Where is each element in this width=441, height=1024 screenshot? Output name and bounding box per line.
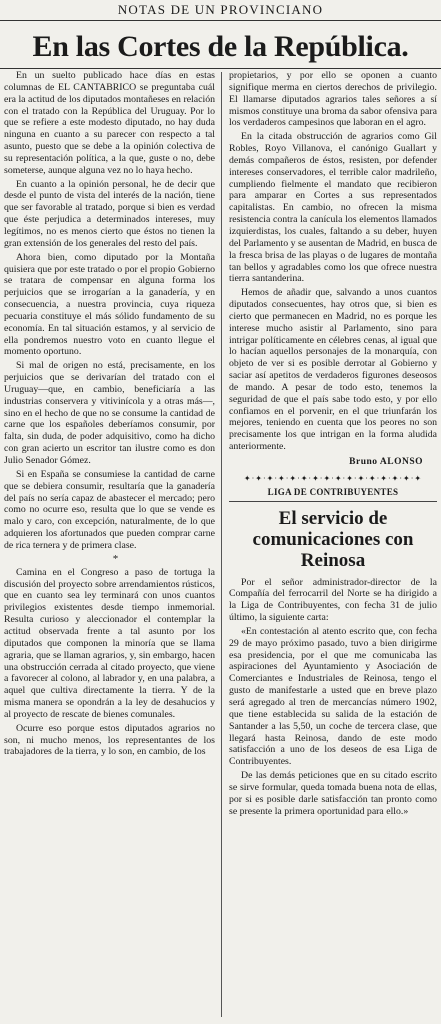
paragraph: Si mal de origen no está, precisamente, en los perjuicios que se derivarían del tratado con el Uruguay—que, en cambio, beneficiaría a las industrias conservera y vitivinícola y a otras más—, sino en el hecho de que no se consume la cantidad de carne que los españoles deberíamos consumir, por falta, sin duda, de poder adquisitivo, como ha dicho con gran acierto un escritor tan ilustre como es don Julio Senador Gómez. [4,360,215,466]
paragraph: Camina en el Congreso a paso de tortuga la discusión del proyecto sobre arrendamientos rústicos, que en cuanto sea ley terminará con unos cuantos privilegios existentes desde tiempo inmemorial. Resulta curioso y aleccionador el contemplar la actitud observada frente a tal asunto por los diputados que componen la minoría que se llama agraria, que se llaman agrarios, y, sin embargo, hacen una obstrucción cerrada al citado proyecto, que viene a favorecer al colono, al labrador y, en una palabra, a aquel que cultiva directamente la tierra. Y de la misma manera se opondrán a la ley de desahucios y al proyecto de rescate de bienes comunales. [4,566,215,720]
left-column [4,70,215,1020]
headline-rule [0,68,441,69]
sub-headline: El servicio de comunicaciones con Reinosa [252,507,414,571]
paragraph: «En contestación al atento escrito que, con fecha 29 de mayo próximo pasado, tuvo a bien dirigirme esa presidencia, por el que me comunicaba las aspiraciones del Ayuntamiento y Asociación de Comerciantes e Industriales de Reinosa, tengo el gusto de manifestarle a usted que en breve plazo será agregado al tren de mercancías número 1902, que tiene establecida su salida de la estación de Santander a las 5,50, un coche de tercera clase, que llegará hasta Reinosa, dando de este modo satisfacción a uno de los deseos de esa Liga de Contribuyentes. [229,625,437,768]
paragraph: En un suelto publicado hace días en estas columnas de EL CANTABRICO se preguntaba cuál era la actitud de los diputados montañeses en relación con el tratado con la República del Uruguay. Por lo que se refiere a este modesto diputado, no hay duda ninguna en cuanto a su parecer con respecto a tal asunto, puesto que se debe a la opinión colectiva de su representación política, a la que, guste o no, debe someterse, aunque alguna vez no lo haya hecho. [4,70,215,176]
paragraph: propietarios, y por ello se oponen a cuanto signifique merma en ciertos derechos de privilegio. El llamarse diputados agrarios tales señores a sí mismos constituye una broma da sabor ofensiva para los verdaderos campesinos que laboran en el agro. [229,70,437,129]
paragraph: Si en España se consumiese la cantidad de carne que se debiera consumir, resultaría que la ganadería del país no sería capaz de abastecer el mercado; pero como no ocurre eso, resulta que lo que se vende es malo y caro, con excepción, naturalmente, de lo que adquieren los afortunados que pueden comprar carne de rica ternera y de primera clase. [4,468,215,551]
paragraph: En la citada obstrucción de agrarios como Gil Robles, Royo Villanova, el canónigo Guallart y demás compañeros de éstos, resisten, por defender intereses conservadores, el terrible calor madrileño, cumpliendo fielmente el mandato que recibieron para amparar en Cortes a sus representados capitalistas. En cambio, no ofrecen la misma resistencia contra la canícula los elementos llamados izquierdistas, los cuales, faltando a su deber, huyen del Parlamento y se ausentan de Madrid, en busca de la fresca brisa de las playas o de lugares de montaña tan bellos y agradables como los que ofrece nuestra tierra santanderina. [229,131,437,285]
article-headline: En las Cortes de la República. [32,30,409,63]
section-star-divider: * [112,552,119,565]
paragraph: Hemos de añadir que, salvando a unos cuantos diputados consecuentes, hay otros que, si bien es cierto que permanecen en Madrid, no es porque les interese mucho asistir al Parlamento, sino para intrigar políticamente en célebres cenas, al igual que lo hacían aquellos personajes de la monarquía, con objeto de ver si es posible derrotar al Gobierno y saciar así apetitos de verdaderos figurones deseosos de mando. A pesar de todo esto, tenemos la seguridad de que el país sabe todo esto, y por ello confiamos en el porvenir, en el que triunfarán los mejores, teniendo en cuenta que los peores no son precisamente los que intrigan en la forma aludida anteriormente. [229,287,437,453]
ornamental-separator: ✦·✦·✦·✦·✦·✦·✦·✦·✦·✦·✦·✦·✦·✦·✦·✦ [243,473,423,483]
paragraph: Ahora bien, como diputado por la Montaña quisiera que por este tratado o por el propio Gobierno se tratara de compensar en alguna forma los perjuicios que se irrogarían a la ganadería, y en consecuencia, a nuestra provincia, cuya riqueza pecuaria constituye el más sólido fundamento de su economía. En tal situación estamos, y al servicio de ella pondremos nuestro voto en cuanto llegue el momento oportuno. [4,251,215,358]
paragraph: Por el señor administrador-director de la Compañía del ferrocarril del Norte se ha dirigido a la Liga de Contribuyentes, con fecha 31 de julio último, la siguiente carta: [229,576,437,624]
paragraph: En cuanto a la opinión personal, he de decir que desde el punto de vista del interés de la nación, tiene que ser favorable al tratado, porque si bien es verdad que éste perjudica a determinados intereses, muy legítimos, no es menos cierto que éstos no tienen la gran extensión de los generales del resto del país. [4,178,215,249]
header-rule [0,20,441,21]
right-column [229,70,437,1020]
section-header: NOTAS DE UN PROVINCIANO [117,2,324,17]
author-signature: Bruno ALONSO [349,457,423,467]
paragraph: Ocurre eso porque estos diputados agrarios no son, ni mucho menos, los representantes de los trabajadores de la tierra, y lo son, en cambio, de los [4,722,215,758]
section-label: LIGA DE CONTRIBUYENTES [229,487,437,502]
paragraph: De las demás peticiones que en su citado escrito se sirve formular, queda tomada buena nota de ellas, por si es posible darle satisfacción tan pronto como se presente la primera oportunidad para ello.» [229,770,437,817]
column-divider [221,72,222,1017]
